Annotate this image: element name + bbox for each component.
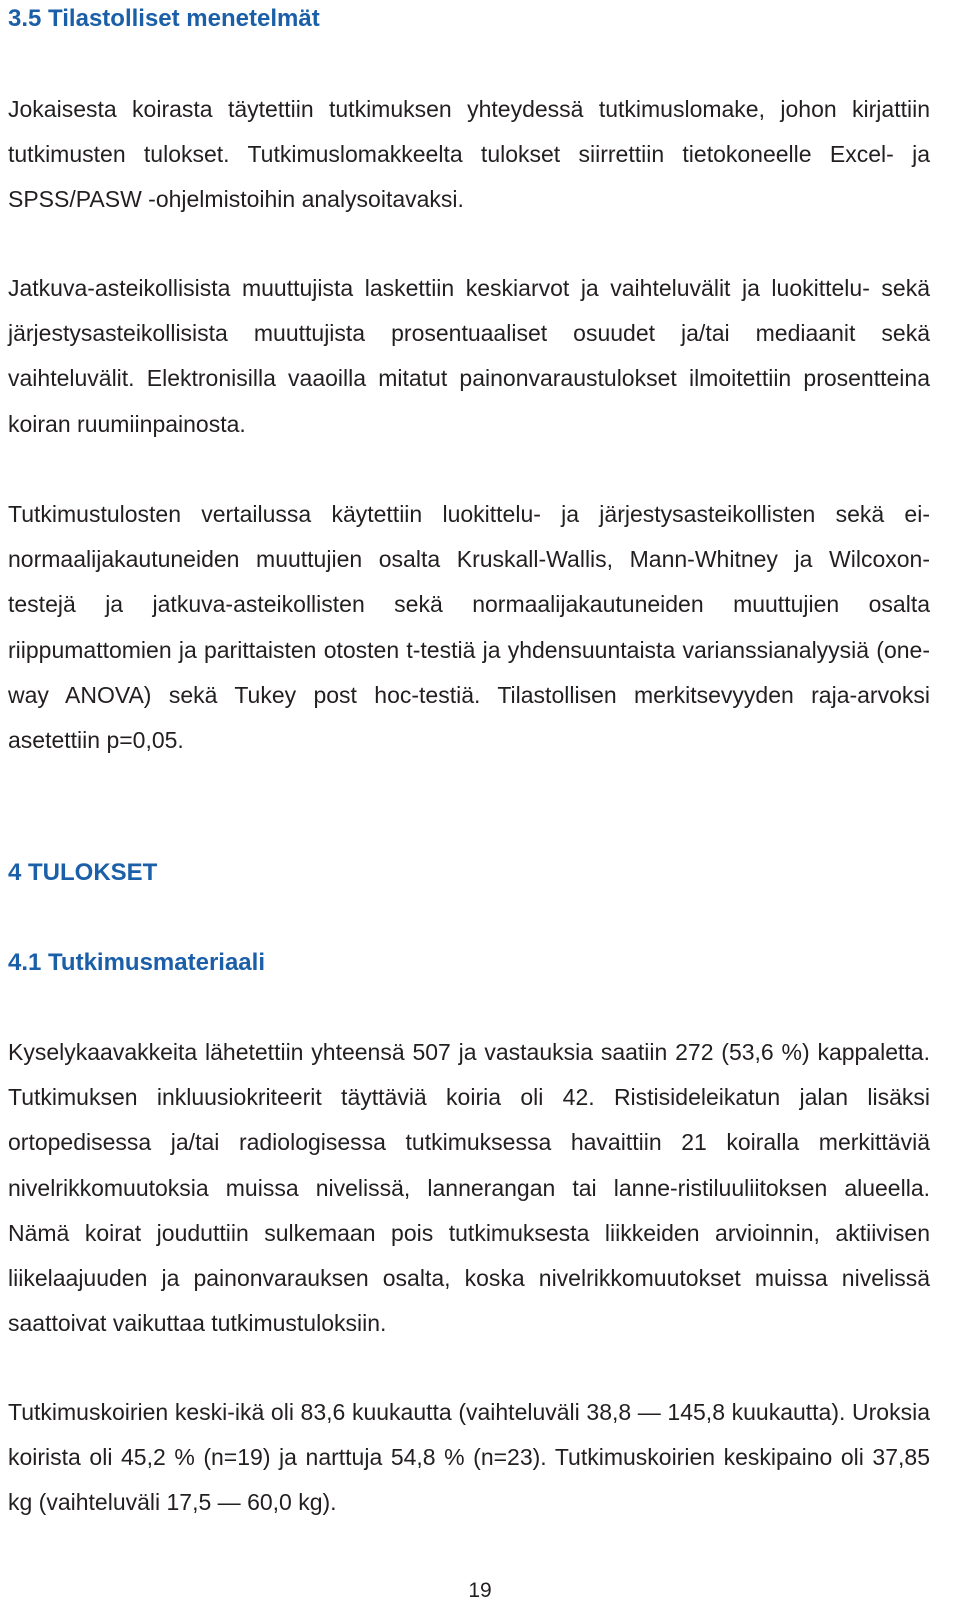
- chapter-heading-4: 4 TULOKSET: [8, 859, 158, 886]
- paragraph-statistical-tests: Tutkimustulosten vertailussa käytettiin luokittelu- ja järjestysasteikollisten sekä ei-normaalijakautuneiden muuttujien osalta Kruskall-Wallis, Mann-Whitney ja Wilcoxon- testejä ja jatkuva-asteikollisten sekä normaalijakautuneiden muuttujien osalta riippumattomien ja parittaisten otosten t-testiä ja yhdensuuntaista varianssianalyysiä (one-way ANOVA) sekä Tukey post hoc-testiä. Tilastollisen merkitsevyyden raja-arvoksi asetettiin p=0,05.: [8, 501, 930, 754]
- section-heading-3-5: 3.5 Tilastolliset menetelmät: [8, 5, 320, 32]
- page-number: 19: [468, 1579, 492, 1602]
- paragraph-dog-demographics: Tutkimuskoirien keski-ikä oli 83,6 kuukautta (vaihteluväli 38,8 — 145,8 kuukautta). Uroksia koirista oli 45,2 % (n=19) ja narttuja 54,8 % (n=23). Tutkimuskoirien keskipaino oli 37,85 kg (vaihteluväli 17,5 — 60,0 kg).: [8, 1399, 930, 1516]
- paragraph-questionnaire: Jokaisesta koirasta täytettiin tutkimuksen yhteydessä tutkimuslomake, johon kirjattiin tutkimusten tulokset. Tutkimuslomakkeelta tulokset siirrettiin tietokoneelle Excel- ja SPSS/PASW -ohjelmistoihin analysoitavaksi.: [8, 96, 930, 213]
- paragraph-descriptive-statistics: Jatkuva-asteikollisista muuttujista laskettiin keskiarvot ja vaihteluvälit ja luokittelu- sekä järjestysasteikollisista muuttujista prosentuaaliset osuudet ja/tai mediaanit sekä vaihteluvälit. Elektronisilla vaaoilla mitatut painonvaraustulokset ilmoitettiin prosentteina koiran ruumiinpainosta.: [8, 275, 930, 437]
- section-heading-4-1: 4.1 Tutkimusmateriaali: [8, 949, 265, 976]
- paragraph-study-material: Kyselykaavakkeita lähetettiin yhteensä 507 ja vastauksia saatiin 272 (53,6 %) kappaletta. Tutkimuksen inkluusiokriteerit täyttäviä koiria oli 42. Ristisideleikatun jalan lisäksi ortopedisessa ja/tai radiologisessa tutkimuksessa havaittiin 21 koiralla merkittäviä nivelrikkomuutoksia muissa nivelissä, lannerangan tai lanne-ristiluuliitoksen alueella. Nämä koirat jouduttiin sulkemaan pois tutkimuksesta liikkeiden arvioinnin, aktiivisen liikelaajuuden ja painonvarauksen osalta, koska nivelrikkomuutokset muissa nivelissä saattoivat vaikuttaa tutkimustuloksiin.: [8, 1039, 930, 1337]
